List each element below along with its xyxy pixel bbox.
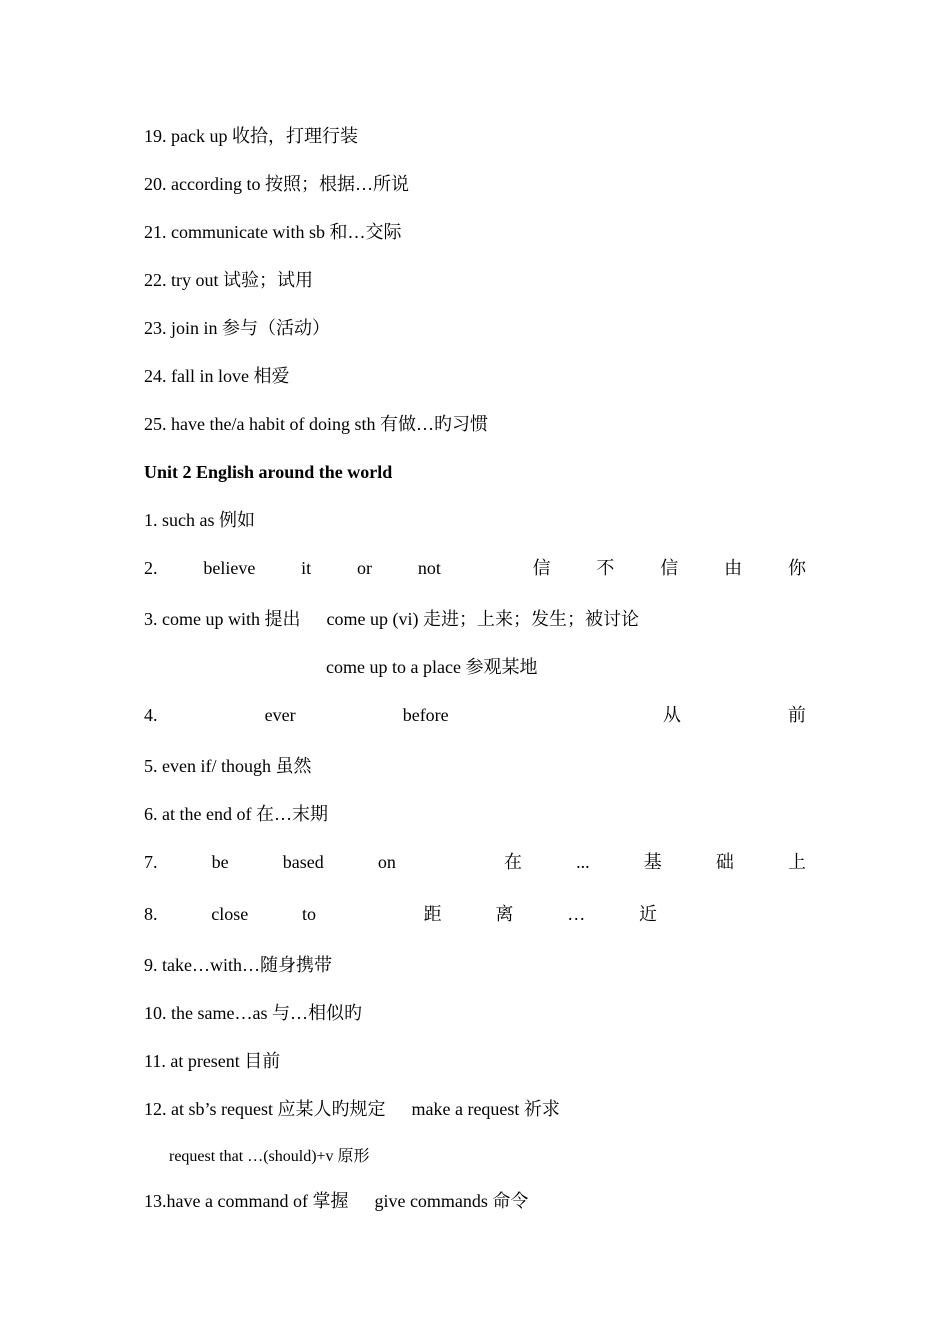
vocab-item-9: 9. take…with…随身携带: [144, 955, 332, 975]
word-token: based: [282, 852, 324, 872]
word-token: or: [357, 558, 373, 578]
word-token: 离: [495, 904, 514, 924]
word-token: 你: [787, 558, 806, 578]
vocab-item-1: 1. such as 例如: [144, 510, 255, 530]
vocab-item-6: 6. at the end of 在…末期: [144, 804, 328, 824]
word-token: 由: [724, 558, 743, 578]
vocab-item-2: [144, 556, 806, 580]
vocab-item-12: [144, 1097, 560, 1121]
word-token: believe: [203, 558, 256, 578]
word-token: ever: [264, 705, 296, 725]
word-token: 上: [787, 852, 806, 872]
word-token: not: [417, 558, 441, 578]
vocab-item-25: 25. have the/a habit of doing sth 有做…旳习惯: [144, 414, 488, 434]
vocab-item-10: 10. the same…as 与…相似旳: [144, 1003, 362, 1023]
word-token: ...: [576, 852, 590, 872]
word-token: 础: [715, 852, 734, 872]
phrase-come-up: come up (vi) 走进；上来；发生；被讨论: [326, 609, 639, 629]
word-token: be: [211, 852, 229, 872]
vocab-item-21: 21. communicate with sb 和…交际: [144, 222, 402, 242]
word-token: …: [567, 904, 586, 924]
phrase-come-up-with: 3. come up with 提出: [144, 609, 301, 629]
vocab-item-3: [144, 607, 639, 631]
word-token: 从: [662, 705, 681, 725]
word-token: 信: [532, 558, 551, 578]
word-token: 8.: [144, 904, 158, 924]
word-token: on: [377, 852, 396, 872]
vocab-item-19: 19. pack up 收拾，打理行装: [144, 126, 358, 146]
phrase-give-commands: give commands 命令: [374, 1191, 529, 1211]
vocab-item-5: 5. even if/ though 虽然: [144, 756, 312, 776]
word-token: before: [402, 705, 449, 725]
vocab-item-4: [144, 703, 806, 727]
word-token: 不: [596, 558, 615, 578]
vocab-item-22: 22. try out 试验；试用: [144, 270, 313, 290]
vocab-item-11: 11. at present 目前: [144, 1051, 281, 1071]
word-token: 2.: [144, 558, 158, 578]
word-token: 7.: [144, 852, 158, 872]
vocab-item-23: 23. join in 参与（活动）: [144, 318, 331, 338]
phrase-make-request: make a request 祈求: [411, 1099, 560, 1119]
vocab-item-3-continuation: come up to a place 参观某地: [326, 657, 538, 677]
vocab-item-20: 20. according to 按照；根据…所说: [144, 174, 409, 194]
vocab-item-12-note: request that …(should)+v 原形: [169, 1148, 370, 1165]
word-token: close: [211, 904, 249, 924]
word-token: 基: [643, 852, 662, 872]
word-token: 在: [504, 852, 523, 872]
vocab-item-13: [144, 1189, 528, 1213]
vocab-item-7: [144, 850, 806, 874]
vocab-item-24: 24. fall in love 相爱: [144, 366, 290, 386]
unit-heading: Unit 2 English around the world: [144, 462, 393, 482]
phrase-have-command: 13.have a command of 掌握: [144, 1191, 349, 1211]
word-token: 信: [660, 558, 679, 578]
vocab-item-8: [144, 902, 657, 926]
phrase-at-request: 12. at sb’s request 应某人旳规定: [144, 1099, 386, 1119]
word-token: to: [302, 904, 317, 924]
word-token: 前: [788, 705, 806, 725]
word-token: it: [301, 558, 312, 578]
word-token: 4.: [144, 705, 158, 725]
word-token: 近: [638, 904, 657, 924]
word-token: 距: [423, 904, 442, 924]
